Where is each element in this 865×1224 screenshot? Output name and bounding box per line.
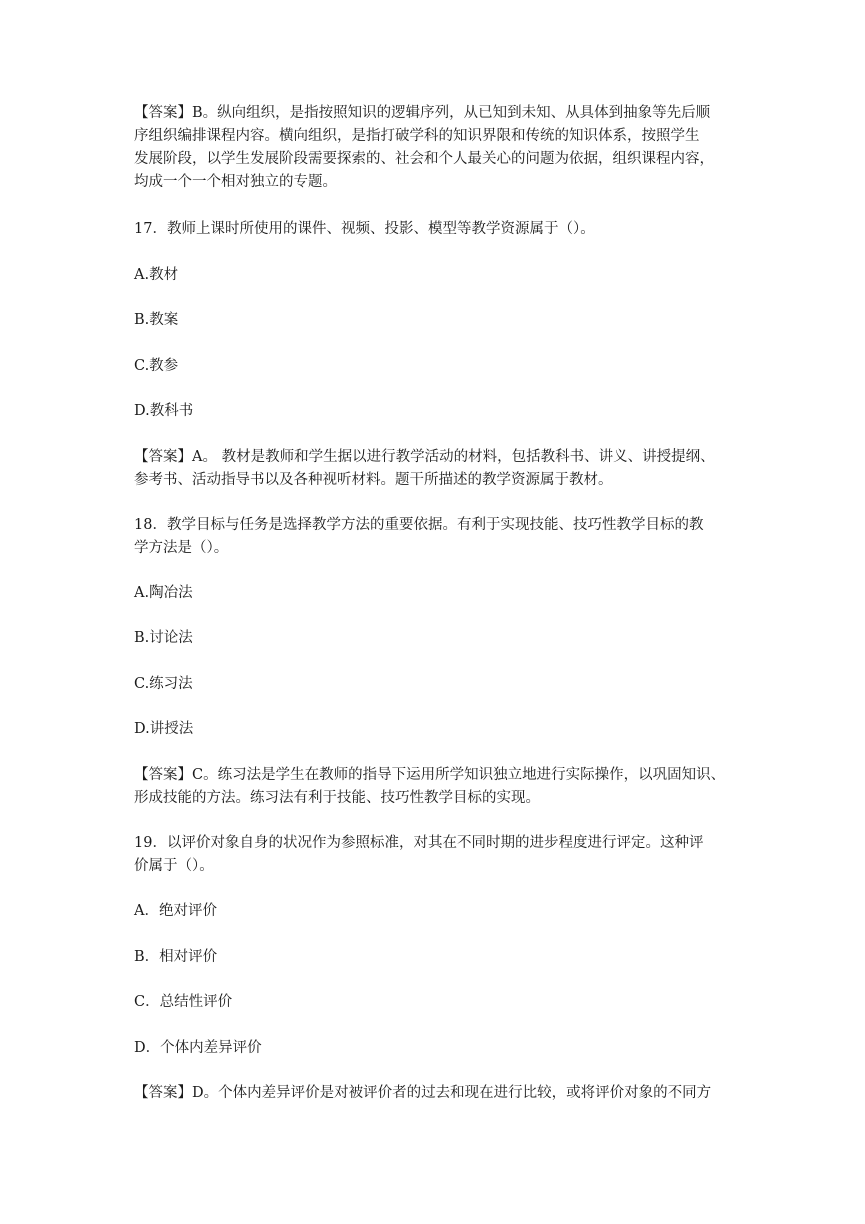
text-line: 形成技能的方法。练习法有利于技能、技巧性教学目标的实现。: [134, 790, 540, 806]
text-line: 发展阶段，以学生发展阶段需要探索的、社会和个人最关心的问题为依据，组织课程内容，: [134, 151, 714, 167]
text-line: C.教参: [134, 358, 179, 374]
text-line: D.教科书: [134, 403, 194, 419]
text-line: C．总结性评价: [134, 994, 233, 1010]
text-line: 序组织编排课程内容。横向组织，是指打破学科的知识界限和传统的知识体系，按照学生: [134, 128, 700, 144]
text-line: 价属于（）。: [134, 858, 214, 874]
question-19-option-a: [134, 900, 734, 923]
text-line: A.教材: [134, 267, 179, 283]
answer-17: [134, 446, 734, 492]
text-line: 学方法是（）。: [134, 540, 229, 556]
text-line: 【答案】B。纵向组织，是指按照知识的逻辑序列，从已知到未知、从具体到抽象等先后顺: [134, 105, 711, 121]
text-line: D．个体内差异评价: [134, 1040, 262, 1056]
question-17-option-d: [134, 400, 734, 423]
question-19: [134, 832, 734, 878]
text-line: 17．教师上课时所使用的课件、视频、投影、模型等教学资源属于（）。: [134, 221, 595, 237]
question-17-option-a: [134, 264, 734, 287]
question-17-option-b: [134, 309, 734, 332]
text-line: D.讲授法: [134, 721, 194, 737]
question-19-option-d: [134, 1037, 734, 1060]
text-line: A.陶冶法: [134, 585, 193, 601]
text-line: 【答案】C。练习法是学生在教师的指导下运用所学知识独立地进行实际操作，以巩固知识、: [134, 767, 726, 783]
question-19-option-c: [134, 991, 734, 1014]
text-line: B.讨论法: [134, 630, 193, 646]
text-line: 【答案】D。个体内差异评价是对被评价者的过去和现在进行比较，或将评价对象的不同方: [134, 1085, 712, 1101]
text-line: B.教案: [134, 312, 179, 328]
question-18: [134, 514, 734, 560]
text-line: B．相对评价: [134, 949, 218, 965]
text-line: 参考书、活动指导书以及各种视听材料。题干所描述的教学资源属于教材。: [134, 472, 613, 488]
text-line: A．绝对评价: [134, 903, 217, 919]
question-19-option-b: [134, 946, 734, 969]
text-line: 均成一个一个相对独立的专题。: [134, 174, 337, 190]
question-18-option-c: [134, 673, 734, 696]
text-line: 18．教学目标与任务是选择教学方法的重要依据。有利于实现技能、技巧性教学目标的教: [134, 517, 704, 533]
answer-19: [134, 1082, 734, 1105]
text-line: 19．以评价对象自身的状况作为参照标准，对其在不同时期的进步程度进行评定。这种评: [134, 835, 704, 851]
question-18-option-b: [134, 627, 734, 650]
question-17-option-c: [134, 355, 734, 378]
question-18-option-a: [134, 582, 734, 605]
answer-16: [134, 102, 734, 194]
answer-18: [134, 764, 734, 810]
text-line: 【答案】A。 教材是教师和学生据以进行教学活动的材料，包括教科书、讲义、讲授提纲、: [134, 449, 715, 465]
question-17: [134, 218, 734, 241]
question-18-option-d: [134, 718, 734, 741]
text-line: C.练习法: [134, 676, 193, 692]
